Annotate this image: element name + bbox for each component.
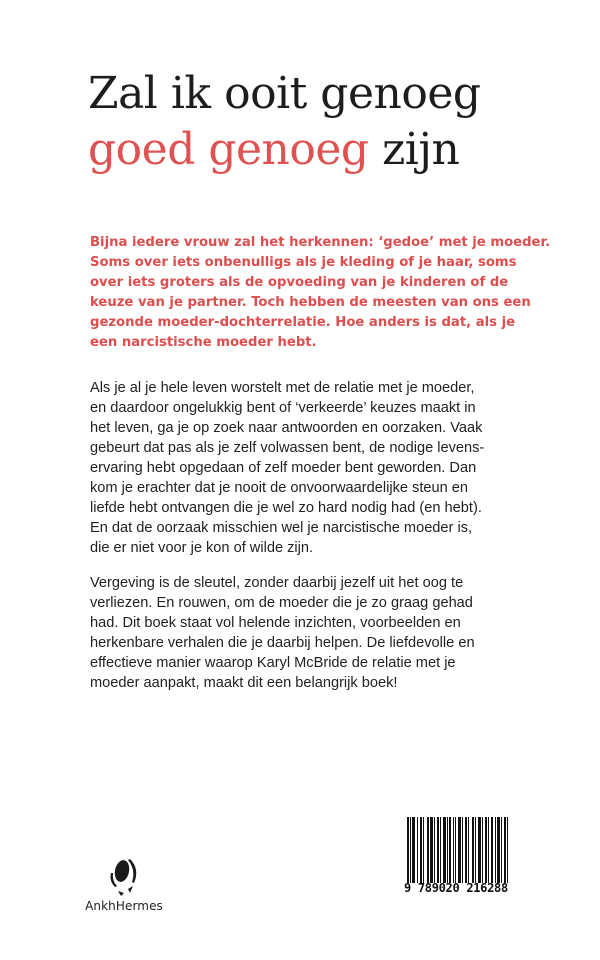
body-line: effectieve manier waarop Karyl McBride de relatie met je [90,655,456,671]
intro-line: gezonde moeder-dochterrelatie. Hoe anders is dat, als je [90,315,516,330]
publisher-name: AnkhHermes [85,899,163,913]
intro-blurb [90,233,550,353]
body-line: het leven, ga je op zoek naar antwoorden en oorzaken. Vaak [90,420,483,436]
body-line: verliezen. En rouwen, om de moeder die je zo graag gehad [90,595,473,611]
isbn-number: 9 789020 216288 [404,881,508,895]
book-title [88,66,568,178]
publisher-logo [84,855,164,913]
body-line: Als je al je hele leven worstelt met de relatie met je moeder, [90,380,475,396]
body-line: En dat de oorzaak misschien wel je narcistische moeder is, [90,520,473,536]
body-line: had. Dit boek staat vol helende inzichten, voorbeelden en [90,615,461,631]
intro-line: een narcistische moeder hebt. [90,335,317,350]
title-accent: goed genoeg [88,124,369,175]
title-line-2-rest: zijn [368,124,460,175]
title-line-1: Zal ik ooit genoeg [88,68,481,119]
ankhhermes-logo-icon [106,855,142,897]
body-paragraph-2 [90,573,550,693]
isbn-barcode [404,815,519,897]
body-line: en daardoor ongelukkig bent of ‘verkeerde’ keuzes maakt in [90,400,476,416]
body-line: liefde hebt ontvangen die je wel zo hard nodig had (en hebt). [90,500,482,516]
body-line: kom je erachter dat je nooit de onvoorwaardelijke steun en [90,480,469,496]
intro-line: Bijna iedere vrouw zal het herkennen: ‘gedoe’ met je moeder. [90,235,551,250]
intro-line: over iets groters als de opvoeding van je kinderen of de [90,275,509,290]
intro-line: keuze van je partner. Toch hebben de meesten van ons een [90,295,531,310]
title-line-2 [88,122,568,178]
body-line: herkenbare verhalen die je daarbij helpen. De liefdevolle en [90,635,475,651]
body-line: ervaring hebt opgedaan of zelf moeder bent geworden. Dan [90,460,477,476]
body-line: moeder aanpakt, maakt dit een belangrijk boek! [90,675,398,691]
body-line: die er niet voor je kon of wilde zijn. [90,540,314,556]
barcode-bars [407,817,515,883]
intro-line: Soms over iets onbenulligs als je kleding of je haar, soms [90,255,517,270]
body-paragraph-1 [90,378,550,558]
body-line: Vergeving is de sleutel, zonder daarbij jezelf uit het oog te [90,575,464,591]
body-line: gebeurt dat pas als je zelf volwassen bent, de nodige levens- [90,440,485,456]
